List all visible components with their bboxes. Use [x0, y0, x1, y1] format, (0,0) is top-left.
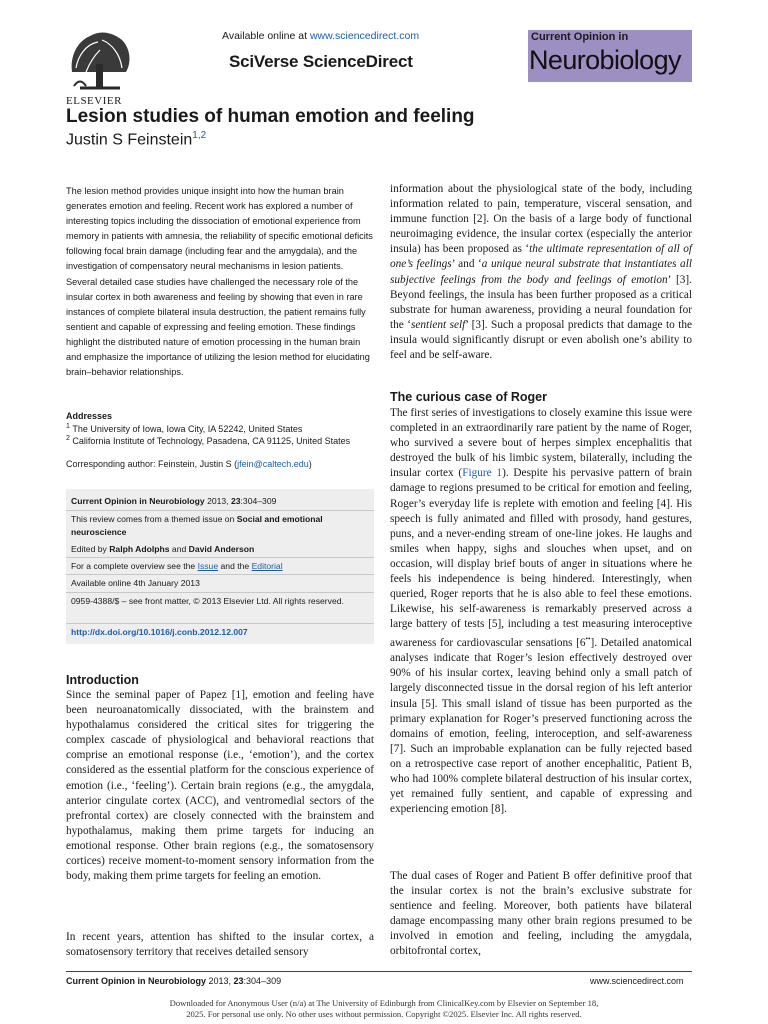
introduction-heading: Introduction [66, 673, 139, 687]
author-email-link[interactable]: jfein@caltech.edu [237, 459, 309, 469]
info-copyright: 0959-4388/$ – see front matter, © 2013 Elsevier Ltd. All rights reserved. [71, 596, 344, 606]
sciencedirect-link[interactable]: www.sciencedirect.com [309, 30, 420, 42]
footer-rule [66, 971, 692, 972]
address-2: $^2$ California Institute of Technology, Pasadena, CA 91125, United States [66, 435, 351, 446]
corresponding-author: Corresponding author: Feinstein, Justin S (jfein@caltech.edu) [66, 459, 312, 469]
platform-name: SciVerse ScienceDirect [229, 52, 413, 71]
author-affiliation-ref[interactable]: 1,2 [192, 130, 207, 141]
info-divider [66, 623, 374, 624]
insula-paragraph: information about the physiological state of the body, including information related to pain, temperature, visceral sensation, and immune function [2]. On the basis of a large body of functional neuroimaging evidence, the insular cortex (especially the anterior insula) has been proposed as ‘the ultimate representation of all of one’s feelings’ and ‘a unique neural substrate that instantiates all subjective feelings from the body and feelings of emotion’ [3]. Beyond feelings, the insula has been further proposed as a critical substrate for human awareness, providing a neural foundation for the ‘sentient self’ [3]. Such a proposal predicts that damage to the insula would significantly disrupt or even abolish one’s ability to feel and be self-aware. [390, 183, 693, 362]
info-available: Available online 4th January 2013 [71, 578, 200, 588]
introduction-paragraph-2: In recent years, attention has shifted to the insular cortex, a somatosensory territory that receives detailed sensory [66, 931, 374, 959]
editorial-link[interactable]: Editorial [251, 561, 283, 571]
info-citation: Current Opinion in Neurobiology 2013, 23:304–309 [71, 496, 277, 506]
download-notice-line-2: 2025. For personal use only. No other uses without permission. Copyright ©2025. Elsevier Inc. All rights reserved. [186, 1009, 582, 1019]
info-divider [66, 592, 374, 593]
address-1: $^1$ The University of Iowa, Iowa City, IA 52242, United States [66, 423, 303, 434]
info-editors: Edited by Ralph Adolphs and David Anderson [71, 544, 255, 554]
journal-banner-small: Current Opinion in [531, 31, 629, 43]
addresses-heading: Addresses [66, 411, 113, 421]
info-divider [66, 574, 374, 575]
article-author [66, 130, 206, 149]
footer-citation: Current Opinion in Neurobiology 2013, 23:304–309 [66, 976, 282, 986]
author-name: Justin S Feinstein [66, 131, 193, 149]
introduction-paragraph-1: Since the seminal paper of Papez [1], emotion and feeling have been neuroanatomically dissociated, with the brainstem and hypothalamus considered the critical sites for triggering the complex cascade of physiological and behavioral reactions that comprise an emotional response (i.e., ‘emotion’), and the cortex considered as the essential platform for the conscious experience of emotion (i.e., ‘feeling’). Certain brain regions (e.g., the amygdala, anterior cingulate cortex (ACC), and ventromedial sectors of the prefrontal cortex) are closely connected with the brainstem and hypothalamus, making them prime targets for inducing an emotional response. Other brain regions (e.g., the somatosensory cortices) receive moment-to-moment sensory information from the body, making them prime targets for feeling an emotion. [66, 689, 374, 883]
journal-banner-title: Neurobiology [529, 45, 681, 75]
dual-cases-paragraph: The dual cases of Roger and Patient B offer definitive proof that the insular cortex is not the brain’s exclusive substrate for sentience and feeling. Moreover, both patients have bilateral damage encompassing many other brain regions presumed to be involved in emotion and feeling, including the amygdala, orbitofrontal cortex, [390, 870, 692, 958]
info-divider [66, 557, 374, 558]
footer-site: www.sciencedirect.com [590, 976, 684, 986]
abstract: The lesion method provides unique insight into how the human brain generates emotion and feeling. Recent work has explored a number of interesting topics including the dissociation of emotional experience from memory in patients with amnesia, the reliability of specific emotional deficits following focal brain damage (including fear and the amygdala), and the investigation of compensatory neural mechanisms in lesion patients. Several detailed case studies have challenged the necessary role of the insular cortex in both awareness and feeling by showing that even in rare instances of complete bilateral insula destruction, the patient remains fully sentient and capable of expressing and feeling emotion. These findings highlight the distributed nature of emotion processing in the human brain and emphasize the importance of utilizing the lesion method for elucidating brain–behavior relationships. [66, 186, 373, 378]
info-overview: For a complete overview see the Issue and the Editorial [71, 561, 283, 571]
figure-1-link[interactable]: Figure 1 [462, 467, 503, 480]
publisher-name: ELSEVIER [66, 95, 122, 107]
info-theme: This review comes from a themed issue on Social and emotional neuroscience [71, 514, 323, 537]
issue-link[interactable]: Issue [197, 561, 219, 571]
roger-heading: The curious case of Roger [390, 390, 547, 404]
elsevier-tree-logo [66, 28, 134, 92]
doi-link[interactable]: http://dx.doi.org/10.1016/j.conb.2012.12.007 [71, 627, 248, 637]
info-doi [71, 626, 369, 639]
article-title: Lesion studies of human emotion and feeling [66, 106, 475, 127]
roger-paragraph: The first series of investigations to closely examine this issue were completed in an extraordinarily rare patient by the name of Roger, who survived a severe bout of herpes simplex encephalitis that destroyed the bulk of his limbic system, bilaterally, including the insular cortex (Figure 1). Despite his pervasive pattern of brain damage to regions presumed to be critical for emotion and feeling, Roger’s everyday life is replete with emotion and feeling [4]. His speech is fully animated and filled with prosody, hand gestures, puns, and a never-ending stream of one-line jokes. He laughs and smiles when happy, sighs and slouches when upset, and on occasion, will display brief bouts of anger in situations where he feels his independence is being hindered. Interestingly, when queried, Roger reports that he is also able to feel these emotions. Likewise, his self-awareness is remarkably preserved across a large battery of tests [5], including a test measuring interoceptive awareness for cardiovascular sensations [6••]. Detailed anatomical analyses indicate that Roger’s lesion effectively destroyed over 90% of his insular cortex, leaving behind only a small patch of largely disconnected tissue in the dorsal region of his left anterior insula [5]. This small island of tissue has been purported as the primary explanation for Roger’s preserved functioning across the domains of emotion, feeling, interoception, and self-awareness [7]. Such an improbable explanation can be fully rejected based on a retrospective case report of another encephalitic, Patient B, who had 100% complete bilateral destruction of his insular cortex, yet remained fully sentient, and capable of expressing and experiencing emotion [8]. [390, 407, 692, 816]
info-divider [66, 510, 374, 511]
available-online: Available online at www.sciencedirect.com [222, 30, 420, 42]
download-notice-line-1: Downloaded for Anonymous User (n/a) at The University of Edinburgh from ClinicalKey.com by Elsevier on September 18, [169, 998, 599, 1008]
